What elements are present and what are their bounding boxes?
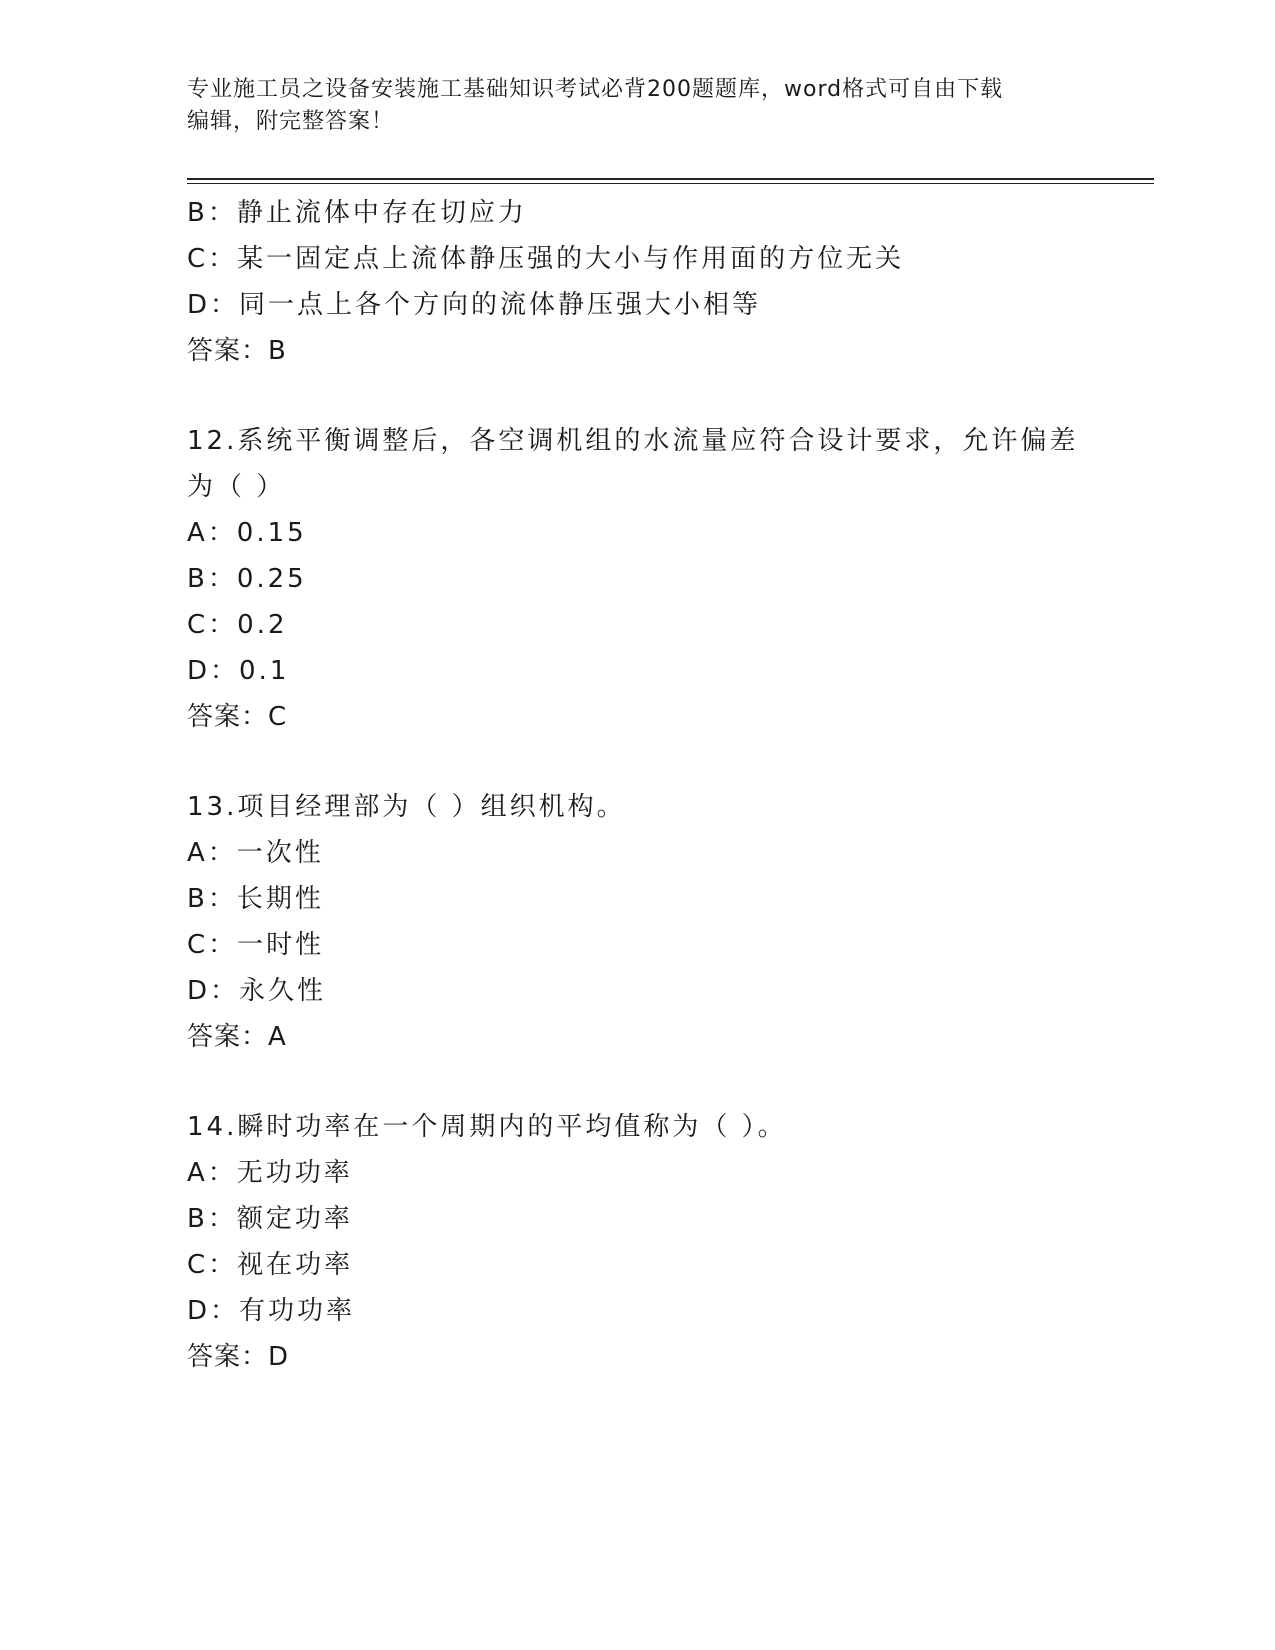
question-stem: 13.项目经理部为（ ）组织机构。: [187, 792, 626, 822]
option-d: D：0.1: [187, 656, 290, 686]
header-divider-thick: [187, 178, 1154, 180]
question-13: [187, 784, 1087, 1060]
option-c: C：视在功率: [187, 1250, 354, 1280]
header-title-line1: 专业施工员之设备安装施工基础知识考试必背200题题库，word格式可自由下载: [187, 77, 1004, 102]
question-12: [187, 418, 1087, 740]
option-c: C：一时性: [187, 930, 325, 960]
question-list: [187, 190, 1087, 1380]
question-11: [187, 190, 1087, 374]
option-b: B：额定功率: [187, 1204, 353, 1234]
header-divider-thin: [187, 183, 1154, 184]
question-stem: 12.系统平衡调整后，各空调机组的水流量应符合设计要求，允许偏差: [187, 426, 1079, 456]
header-title-line2: 编辑，附完整答案！: [187, 109, 395, 134]
option-d: D：同一点上各个方向的流体静压强大小相等: [187, 290, 762, 320]
question-stem-continued: 为（ ）: [187, 472, 286, 502]
option-b: B：长期性: [187, 884, 324, 914]
option-a: A：0.15: [187, 518, 307, 548]
question-spacer: [187, 740, 1087, 784]
option-c: C：某一固定点上流体静压强的大小与作用面的方位无关: [187, 244, 905, 274]
option-a: A：一次性: [187, 838, 324, 868]
question-stem: 14.瞬时功率在一个周期内的平均值称为（ ）。: [187, 1112, 787, 1142]
option-b: B：0.25: [187, 564, 307, 594]
question-spacer: [187, 1060, 1087, 1104]
option-d: D：有功功率: [187, 1296, 356, 1326]
option-a: A：无功功率: [187, 1158, 353, 1188]
question-spacer: [187, 374, 1087, 418]
option-b: B：静止流体中存在切应力: [187, 198, 527, 228]
option-c: C：0.2: [187, 610, 288, 640]
option-d: D：永久性: [187, 976, 327, 1006]
document-header: [187, 74, 1087, 138]
answer-line: 答案：A: [187, 1022, 287, 1052]
answer-line: 答案：D: [187, 1342, 290, 1372]
answer-line: 答案：C: [187, 702, 288, 732]
question-14: [187, 1104, 1087, 1380]
answer-line: 答案：B: [187, 336, 287, 366]
